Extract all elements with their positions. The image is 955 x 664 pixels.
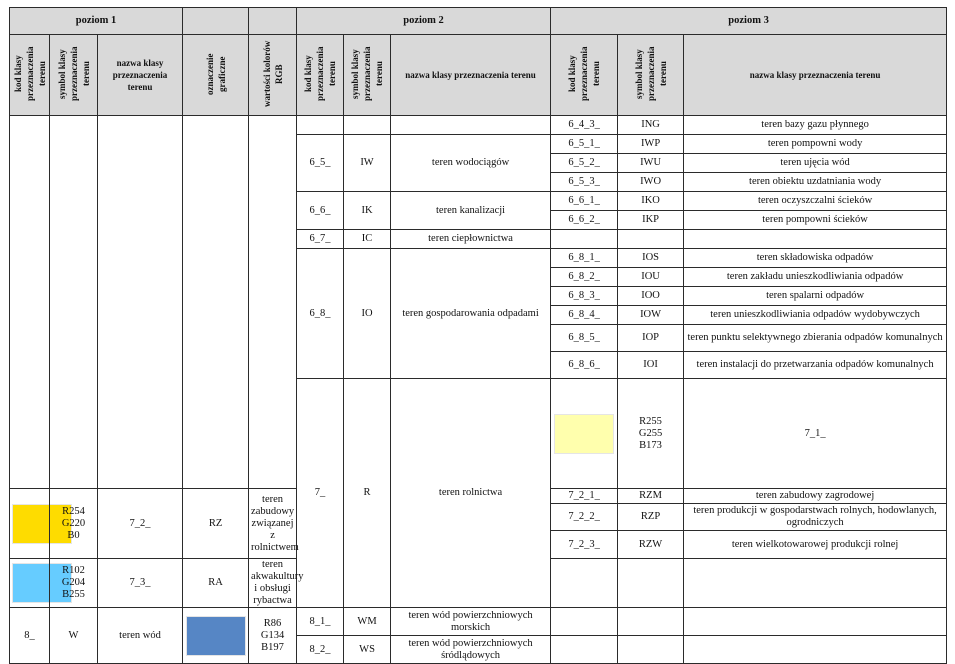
kod-header-l2: kod klasy przeznaczenia terenu	[303, 46, 338, 101]
symbol-header-l2: symbol klasy przeznaczenia terenu	[350, 46, 385, 101]
rgb-b: B197	[261, 641, 284, 653]
l3-symbol: IOI	[618, 352, 684, 379]
symbol-header-l1: symbol klasy przeznaczenia terenu	[56, 46, 91, 101]
l3-code: 6_6_1_	[551, 192, 618, 211]
l2-symbol: IK	[344, 192, 391, 230]
l2-code: 7_3_	[98, 559, 183, 608]
l3-symbol: ING	[618, 116, 684, 135]
poziom-3-header: poziom 3	[551, 8, 947, 35]
l3-symbol: IOO	[618, 287, 684, 306]
table-row	[10, 116, 947, 135]
rgb-r: R254	[62, 505, 85, 517]
l3-name: teren pompowni ścieków	[684, 211, 947, 230]
empty-header-graphic	[183, 8, 249, 35]
empty-l3-code	[551, 608, 618, 636]
empty-l3-name	[684, 559, 947, 608]
l2-name: teren ciepłownictwa	[391, 230, 551, 249]
empty-l3-name	[684, 636, 947, 664]
l3-code: 6_8_3_	[551, 287, 618, 306]
l3-code: 7_2_2_	[551, 504, 618, 531]
empty-l1-symbol	[50, 116, 98, 489]
l3-symbol: RZM	[618, 489, 684, 504]
l3-symbol: IWO	[618, 173, 684, 192]
poziom-2-header: poziom 2	[297, 8, 551, 35]
l1-symbol: R	[344, 379, 391, 608]
l3-name: teren punktu selektywnego zbierania odpadów komunalnych	[684, 325, 947, 352]
l2-name: teren wodociągów	[391, 135, 551, 192]
rgb-g: G204	[61, 577, 86, 588]
empty-l1-kod	[10, 116, 50, 489]
l2-code: 7_1_	[684, 379, 947, 489]
column-header-row	[10, 35, 947, 116]
poziom-1-header: poziom 1	[10, 8, 183, 35]
l3-symbol: IOP	[618, 325, 684, 352]
l2-name: teren gospodarowania odpadami	[391, 249, 551, 379]
l2-name: teren wód powierzchniowych śródlądowych	[391, 636, 551, 664]
land-use-classification-table	[9, 7, 947, 664]
empty-l3-code	[551, 230, 618, 249]
empty-l3-code	[551, 636, 618, 664]
rgb-b: B0	[67, 529, 80, 541]
symbol-header-l3: symbol klasy przeznaczenia terenu	[633, 46, 668, 101]
l3-symbol: IOU	[618, 268, 684, 287]
l2-code: 8_1_	[297, 608, 344, 636]
rgb-r: R102	[62, 565, 85, 576]
l3-symbol: IWP	[618, 135, 684, 154]
l2-symbol: IW	[344, 135, 391, 192]
l3-code: 7_2_1_	[551, 489, 618, 504]
graphic-cell	[10, 559, 50, 608]
l2-code: 6_5_	[297, 135, 344, 192]
empty-l3-code	[551, 559, 618, 608]
l2-name: teren wód powierzchniowych morskich	[391, 608, 551, 636]
l2-name: teren akwakultury i obsługi rybactwa	[249, 559, 297, 608]
l1-symbol: W	[50, 608, 98, 664]
l2-symbol: WM	[344, 608, 391, 636]
l3-code: 6_5_1_	[551, 135, 618, 154]
l2-code: 8_2_	[297, 636, 344, 664]
l3-symbol: IWU	[618, 154, 684, 173]
rgb-g: G134	[260, 629, 285, 641]
l2-symbol: WS	[344, 636, 391, 664]
l1-name: teren rolnictwa	[391, 379, 551, 608]
rgb-values	[618, 379, 684, 489]
graphic-cell	[10, 489, 50, 559]
l3-name: teren składowiska odpadów	[684, 249, 947, 268]
kod-header-l1: kod klasy przeznaczenia terenu	[13, 46, 47, 101]
l3-name: teren oczyszczalni ścieków	[684, 192, 947, 211]
empty-l3-name	[684, 230, 947, 249]
empty-l3-symbol	[618, 608, 684, 636]
oznaczenie-header: oznaczenie graficzne	[204, 52, 227, 95]
rgb-values	[50, 489, 98, 559]
l3-symbol: IOS	[618, 249, 684, 268]
empty-l3-name	[684, 608, 947, 636]
l1-code: 7_	[297, 379, 344, 608]
rgb-values	[50, 559, 98, 608]
l2-code: 6_7_	[297, 230, 344, 249]
color-swatch-w	[186, 616, 246, 656]
l2-symbol: IC	[344, 230, 391, 249]
rgb-header: wartości kolorów RGB	[261, 40, 284, 107]
l3-code: 6_8_4_	[551, 306, 618, 325]
rgb-b: B173	[639, 439, 662, 451]
rgb-g: G220	[61, 517, 86, 529]
l2-name: teren kanalizacji	[391, 192, 551, 230]
l3-name: teren zabudowy zagrodowej	[684, 489, 947, 504]
l3-name: teren zakładu unieszkodliwiania odpadów	[684, 268, 947, 287]
rgb-g: G255	[638, 427, 663, 439]
l3-code: 6_8_2_	[551, 268, 618, 287]
graphic-cell	[551, 379, 618, 489]
rgb-b: B255	[62, 589, 85, 600]
rgb-r: R255	[639, 415, 662, 427]
l2-code: 7_2_	[98, 489, 183, 559]
l2-code: 6_8_	[297, 249, 344, 379]
l2-code: 6_6_	[297, 192, 344, 230]
l2-symbol: IO	[344, 249, 391, 379]
l3-name: teren produkcji w gospodarstwach rolnych, hodowlanych, ogrodniczych	[684, 504, 947, 531]
l3-code: 6_8_1_	[551, 249, 618, 268]
l3-symbol: IKP	[618, 211, 684, 230]
l3-name: teren ujęcia wód	[684, 154, 947, 173]
empty-rgb	[249, 116, 297, 489]
color-swatch-rn	[554, 414, 614, 454]
l3-symbol: IOW	[618, 306, 684, 325]
l1-code: 8_	[10, 608, 50, 664]
empty-l2-symbol	[344, 116, 391, 135]
l3-name: teren spalarni odpadów	[684, 287, 947, 306]
empty-graphic	[183, 116, 249, 489]
l3-code: 7_2_3_	[551, 531, 618, 559]
l3-code: 6_6_2_	[551, 211, 618, 230]
l3-code: 6_8_5_	[551, 325, 618, 352]
l2-symbol: RZ	[183, 489, 249, 559]
l1-name: teren wód	[98, 608, 183, 664]
l3-name: teren wielkotowarowej produkcji rolnej	[684, 531, 947, 559]
empty-header-rgb	[249, 8, 297, 35]
l3-code: 6_8_6_	[551, 352, 618, 379]
l3-code: 6_5_3_	[551, 173, 618, 192]
nazwa-header-l2: nazwa klasy przeznaczenia terenu	[391, 35, 551, 116]
nazwa-header-l3: nazwa klasy przeznaczenia terenu	[684, 35, 947, 116]
empty-l2-kod	[297, 116, 344, 135]
empty-l3-symbol	[618, 559, 684, 608]
rgb-values	[249, 608, 297, 664]
empty-l3-symbol	[618, 230, 684, 249]
l2-symbol: RA	[183, 559, 249, 608]
l3-name: teren bazy gazu płynnego	[684, 116, 947, 135]
l3-symbol: RZP	[618, 504, 684, 531]
l3-name: teren obiektu uzdatniania wody	[684, 173, 947, 192]
l3-symbol: IKO	[618, 192, 684, 211]
table-row	[10, 608, 947, 636]
l3-symbol: RZW	[618, 531, 684, 559]
empty-l3-symbol	[618, 636, 684, 664]
graphic-cell	[183, 608, 249, 664]
l3-code: 6_4_3_	[551, 116, 618, 135]
l3-name: teren unieszkodliwiania odpadów wydobywczych	[684, 306, 947, 325]
nazwa-header-l1: nazwa klasy przeznaczenia terenu	[98, 35, 183, 116]
l2-name: teren zabudowy związanej z rolnictwem	[249, 489, 297, 559]
level-header-row	[10, 8, 947, 35]
empty-l1-nazwa	[98, 116, 183, 489]
l3-name: teren instalacji do przetwarzania odpadów komunalnych	[684, 352, 947, 379]
empty-l2-nazwa	[391, 116, 551, 135]
kod-header-l3: kod klasy przeznaczenia terenu	[567, 46, 602, 101]
rgb-r: R86	[263, 617, 282, 629]
l3-name: teren pompowni wody	[684, 135, 947, 154]
l3-code: 6_5_2_	[551, 154, 618, 173]
